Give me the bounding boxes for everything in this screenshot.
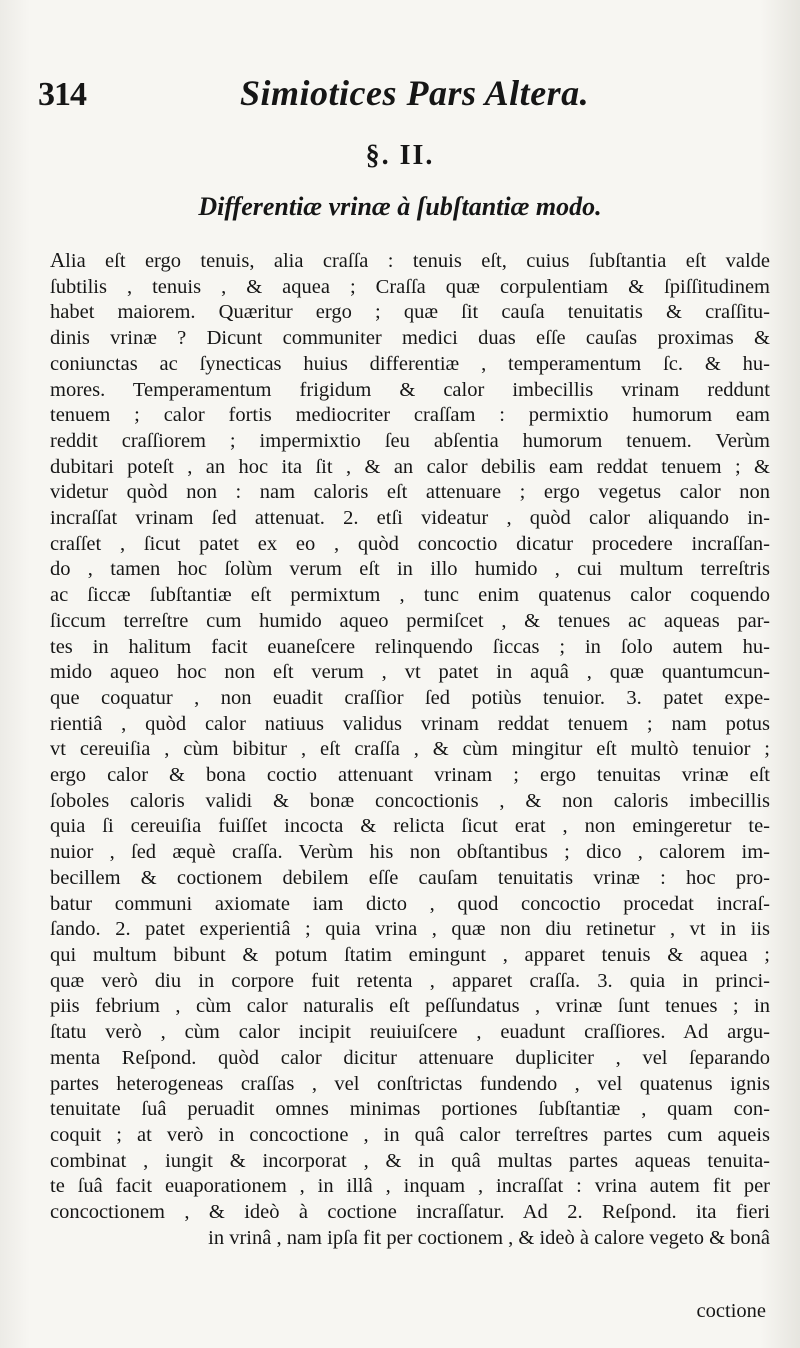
catchword: coctione — [696, 1300, 766, 1322]
text-line: te ſuâ facit euaporationem , in illâ , inquam , incraſſat : vrina autem fit per — [50, 1175, 770, 1198]
section-mark: §. II. — [365, 140, 435, 171]
body-text — [50, 248, 770, 1251]
text-line: nuior , ſed æquè craſſa. Verùm his non obſtantibus ; dico , calorem im- — [50, 841, 770, 864]
text-line: quæ verò diu in corpore fuit retenta , apparet craſſa. 3. quia in princi- — [50, 969, 770, 992]
text-line: incraſſat vrinam ſed attenuat. 2. etſi videatur , quòd calor aliquando in- — [50, 507, 770, 530]
text-line: rientiâ , quòd calor natiuus validus vrinam reddat tenuem ; nam potus — [50, 712, 770, 735]
text-line: mido aqueo hoc non eſt verum , vt patet in aquâ , quæ quantumcun- — [50, 661, 770, 684]
text-line: combinat , iungit & incorporat , & in quâ multas partes aqueas tenuita- — [50, 1149, 770, 1172]
text-line: tes in halitum facit euaneſcere relinquendo ſiccas ; in ſolo autem hu- — [50, 635, 770, 658]
text-line: craſſet , ſicut patet ex eo , quòd concoctio dicatur procedere incraſſan- — [50, 532, 770, 555]
text-line: partes heterogeneas craſſas , vel conſtrictas fundendo , vel quatenus ignis — [50, 1072, 770, 1095]
text-line: vt cereuiſia , cùm bibitur , eſt craſſa , & cùm mingitur eſt multò tenuior ; — [50, 738, 770, 761]
text-line: concoctionem , & ideò à coctione incraſſatur. Ad 2. Reſpond. ita fieri — [50, 1201, 770, 1224]
running-title: Simiotices Pars Altera. — [240, 73, 590, 113]
text-line: reddit craſſiorem ; impermixtio ſeu abſentia humorum tenuem. Verùm — [50, 429, 770, 452]
text-line: dubitari poteſt , an hoc ita ſit , & an calor debilis eam reddat tenuem ; & — [50, 455, 770, 478]
text-line: tenuem ; calor fortis mediocriter craſſam : permixtio humorum eam — [50, 404, 770, 427]
text-line: ergo calor & bona coctio attenuant vrinam ; ergo tenuitas vrinæ eſt — [50, 764, 770, 787]
text-line: coniunctas ac ſynecticas huius differentiæ , temperamentum ſc. & hu- — [50, 352, 770, 375]
text-line: mores. Temperamentum frigidum & calor imbecillis vrinam reddunt — [50, 378, 770, 401]
text-line: tenuitate ſuâ peruadit omnes minimas portiones ſubſtantiæ , quam con- — [50, 1098, 770, 1121]
text-line: que coquatur , non euadit craſſior ſed potiùs tenuior. 3. patet expe- — [50, 686, 770, 709]
text-line: in vrinâ , nam ipſa fit per coctionem , & ideò à calore vegeto & bonâ — [208, 1226, 770, 1249]
text-line: Alia eſt ergo tenuis, alia craſſa : tenuis eſt, cuius ſubſtantia eſt valde — [50, 248, 770, 272]
section-title: Differentiæ vrinæ à ſubſtantiæ modo. — [198, 192, 602, 221]
text-line: ſoboles caloris validi & bonæ concoctionis , & non caloris imbecillis — [50, 789, 770, 812]
text-line: ſtatu verò , cùm calor incipit reuiuiſcere , euadunt craſſiores. Ad argu- — [50, 1021, 770, 1044]
text-line: dinis vrinæ ? Dicunt communiter medici duas eſſe cauſas proximas & — [50, 327, 770, 350]
text-line: batur communi axiomate iam dicto , quod concoctio procedat incraſ- — [50, 892, 770, 915]
text-line: ſubtilis , tenuis , & aquea ; Craſſa quæ corpulentiam & ſpiſſitudinem — [50, 275, 770, 298]
text-line: becillem & coctionem debilem eſſe cauſam tenuitatis vrinæ : hoc pro- — [50, 866, 770, 889]
text-line: coquit ; at verò in concoctione , in quâ calor terreſtres partes cum aqueis — [50, 1123, 770, 1146]
text-line: ſiccum terreſtre cum humido aqueo permiſcet , & tenues ac aqueas par- — [50, 609, 770, 632]
text-line: qui multum bibunt & potum ſtatim emingunt , apparet tenuis & aquea ; — [50, 943, 770, 966]
text-line: ac ſiccæ ſubſtantiæ eſt permixtum , tunc enim quatenus calor coquendo — [50, 584, 770, 607]
text-line: do , tamen hoc ſolùm verum eſt in illo humido , cui multum terreſtris — [50, 558, 770, 581]
text-line: habet maiorem. Quæritur ergo ; quæ ſit cauſa tenuitatis & craſſitu- — [50, 301, 770, 324]
text-line: menta Reſpond. quòd calor dicitur attenuare dupliciter , vel ſeparando — [50, 1046, 770, 1069]
text-line: quia ſi cereuiſia fuiſſet incocta & relicta ſicut erat , non emingeretur te- — [50, 815, 770, 838]
text-line: videtur quòd non : nam caloris eſt attenuare ; ergo vegetus calor non — [50, 481, 770, 504]
page-header — [30, 72, 770, 122]
page-number: 314 — [38, 76, 86, 113]
text-line: ſando. 2. patet experientiâ ; quia vrina , quæ non diu retinetur , vt in iis — [50, 918, 770, 941]
text-line: piis febrium , cùm calor naturalis eſt peſſundatus , vrinæ ſunt tenues ; in — [50, 995, 770, 1018]
